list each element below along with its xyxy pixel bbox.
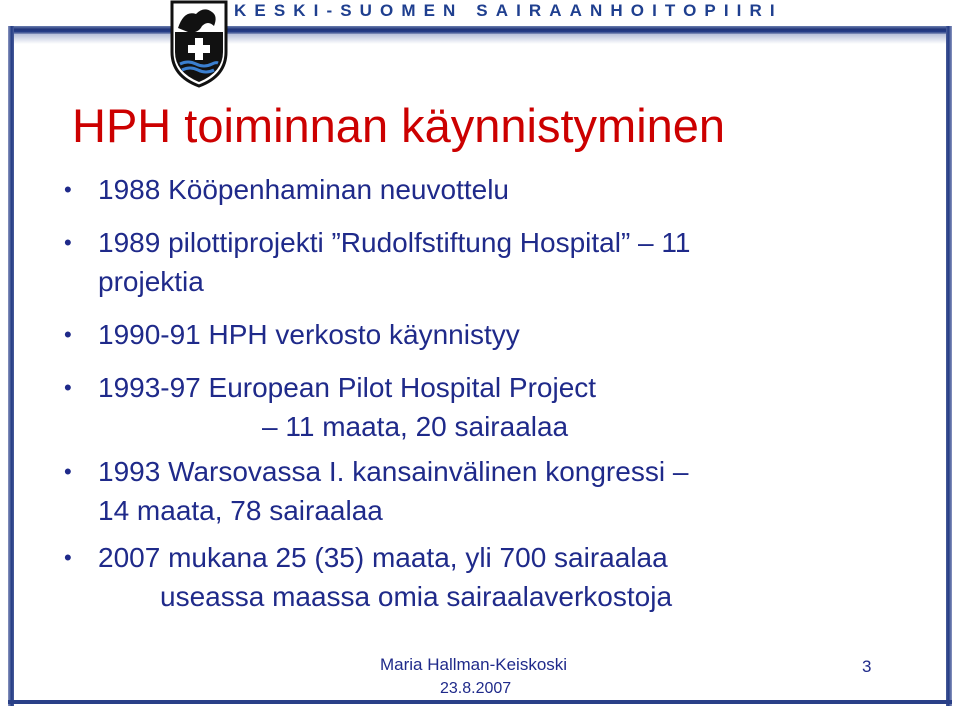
list-item [62,452,932,530]
organization-name: KESKI-SUOMEN SAIRAANHOITOPIIRI [234,1,783,20]
frame-right-border [946,26,952,706]
sub-list-item [62,407,932,446]
list-item-text: useassa maassa omia sairaalaverkostoja [160,581,673,612]
bullet-marker: • [64,230,72,255]
bullet-list [62,170,932,616]
list-item-text: projektia [98,266,204,297]
frame-shadow [14,34,946,44]
list-item [62,368,932,407]
list-item [62,538,932,616]
page-number: 3 [862,657,872,676]
list-item-text: 1993 Warsovassa I. kansainvälinen kongressi – [98,456,689,487]
bullet-marker: • [64,459,72,484]
list-item-text: 14 maata, 78 sairaalaa [98,495,383,526]
list-item-text: 1989 pilottiprojekti ”Rudolfstiftung Hospital” – 11 [98,227,691,258]
frame-bottom-border [8,700,952,704]
list-item [62,223,932,301]
list-item [62,315,932,354]
list-item-text: 2007 mukana 25 (35) maata, yli 700 sairaalaa [98,542,668,573]
footer-author: Maria Hallman-Keiskoski [380,655,568,674]
frame-top-border [8,26,952,34]
slide-title: HPH toiminnan käynnistyminen [72,99,726,152]
frame-left-border [8,26,14,706]
list-item-text: 1993-97 European Pilot Hospital Project [98,372,597,403]
list-item-text: 1990-91 HPH verkosto käynnistyy [98,319,520,350]
list-item [62,170,932,209]
bullet-marker: • [64,322,72,347]
list-item-text: 1988 Kööpenhaminan neuvottelu [98,174,510,205]
footer-date: 23.8.2007 [440,680,512,697]
list-item-text: – 11 maata, 20 sairaalaa [262,411,569,442]
bullet-marker: • [64,375,72,400]
bullet-marker: • [64,545,72,570]
coat-of-arms-icon [168,0,230,88]
bullet-marker: • [64,177,72,202]
